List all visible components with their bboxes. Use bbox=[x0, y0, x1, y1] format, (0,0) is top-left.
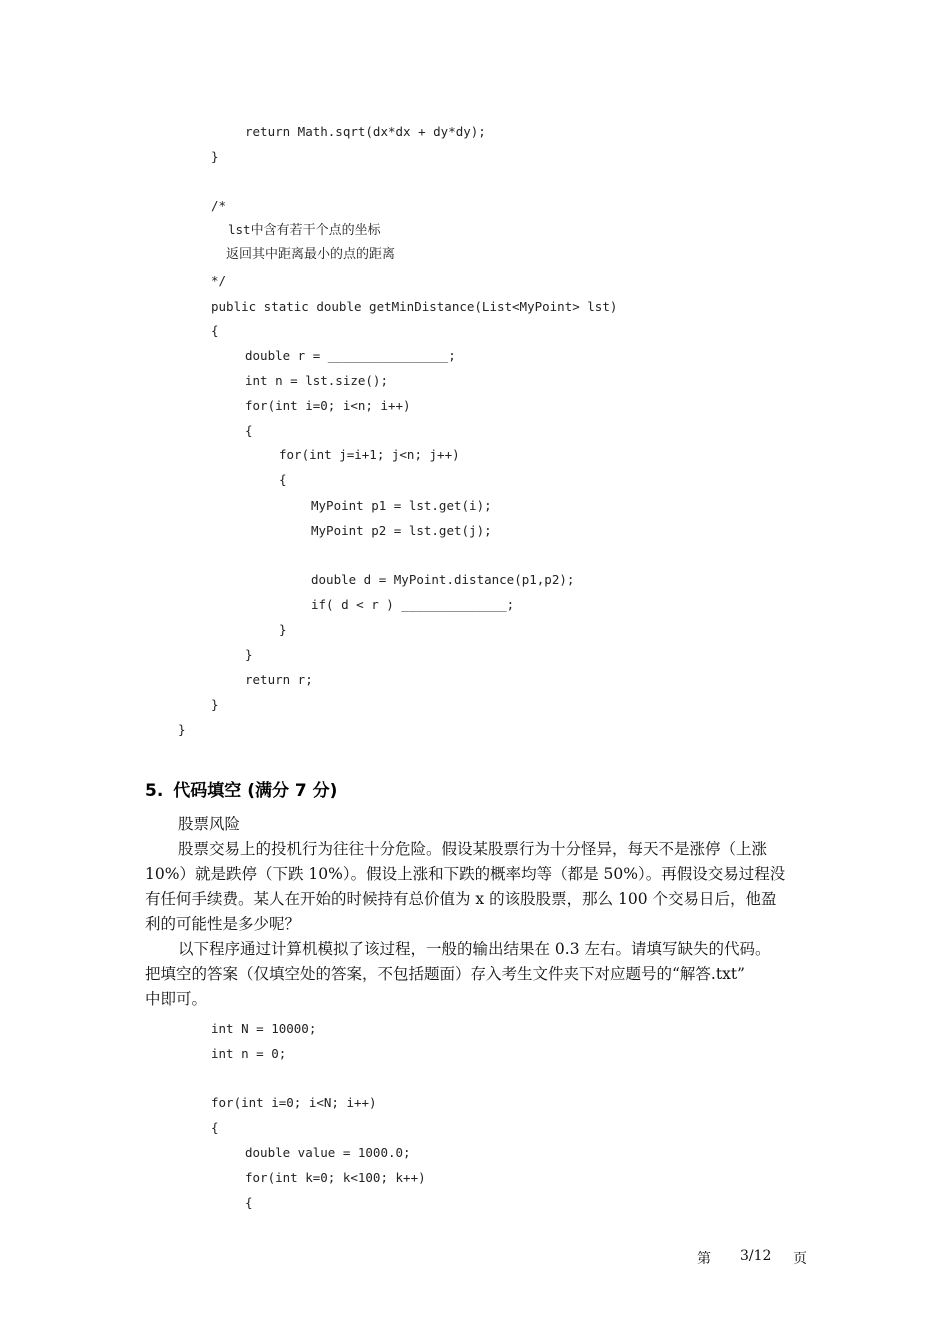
paragraph-line: 股票交易上的投机行为往往十分危险。假设某股票行为十分怪异，每天不是涨停（上涨 bbox=[178, 840, 768, 858]
code-line: int n = lst.size(); bbox=[245, 373, 388, 388]
code-line: } bbox=[211, 697, 219, 712]
section-title: 代码填空 (满分 7 分) bbox=[173, 781, 338, 801]
section-number: 5. bbox=[145, 781, 164, 801]
code-line: for(int k=0; k<100; k++) bbox=[245, 1170, 426, 1185]
code-line: { bbox=[211, 323, 219, 338]
code-line: return r; bbox=[245, 672, 313, 687]
code-line: MyPoint p1 = lst.get(i); bbox=[311, 498, 492, 513]
paragraph-line: 以下程序通过计算机模拟了该过程，一般的输出结果在 0.3 左右。请填写缺失的代码。 bbox=[178, 940, 771, 958]
code-comment-line: 返回其中距离最小的点的距离 bbox=[226, 247, 396, 262]
problem-subtitle: 股票风险 bbox=[178, 815, 241, 833]
code-line: for(int i=0; i<N; i++) bbox=[211, 1095, 377, 1110]
code-line: double d = MyPoint.distance(p1,p2); bbox=[311, 572, 575, 587]
code-line: double value = 1000.0; bbox=[245, 1145, 411, 1160]
code-line: { bbox=[279, 472, 287, 487]
code-line: for(int j=i+1; j<n; j++) bbox=[279, 447, 460, 462]
code-line: int n = 0; bbox=[211, 1046, 287, 1061]
code-line: return Math.sqrt(dx*dx + dy*dy); bbox=[245, 124, 486, 139]
code-line: int N = 10000; bbox=[211, 1021, 317, 1036]
footer-suffix: 页 bbox=[793, 1251, 807, 1267]
code-comment-text: 中含有若干个点的坐标 bbox=[250, 223, 381, 238]
paragraph-line: 利的可能性是多少呢？ bbox=[145, 915, 301, 933]
code-line: } bbox=[178, 722, 186, 737]
code-line: */ bbox=[211, 273, 227, 288]
code-line: public static double getMinDistance(List<MyPoint> lst) bbox=[211, 299, 618, 314]
paragraph-line: 中即可。 bbox=[145, 990, 208, 1008]
section-heading bbox=[145, 776, 337, 801]
page-number: 3/12 bbox=[740, 1248, 772, 1264]
footer-prefix: 第 bbox=[697, 1251, 711, 1267]
code-line: } bbox=[211, 149, 219, 164]
code-comment-line bbox=[228, 222, 381, 239]
code-line: for(int i=0; i<n; i++) bbox=[245, 398, 411, 413]
code-line: MyPoint p2 = lst.get(j); bbox=[311, 523, 492, 538]
paragraph-line: 有任何手续费。某人在开始的时候持有总价值为 x 的该股股票，那么 100 个交易日后，他盈 bbox=[145, 890, 777, 908]
code-line: } bbox=[279, 622, 287, 637]
code-line: /* bbox=[211, 198, 227, 213]
paragraph-line: 把填空的答案（仅填空处的答案，不包括题面）存入考生文件夹下对应题号的“解答.txt” bbox=[145, 965, 745, 983]
paragraph-line: 10%）就是跌停（下跌 10%）。假设上涨和下跌的概率均等（都是 50%）。再假设交易过程没 bbox=[145, 865, 786, 883]
code-line: { bbox=[245, 1195, 253, 1210]
code-line-blank-r: double r = ________________; bbox=[245, 348, 456, 363]
code-line: { bbox=[211, 1120, 219, 1135]
code-line: } bbox=[245, 647, 253, 662]
code-line: { bbox=[245, 423, 253, 438]
code-comment-identifier: lst bbox=[228, 222, 251, 237]
code-line-blank-if: if( d < r ) ______________; bbox=[311, 597, 515, 612]
